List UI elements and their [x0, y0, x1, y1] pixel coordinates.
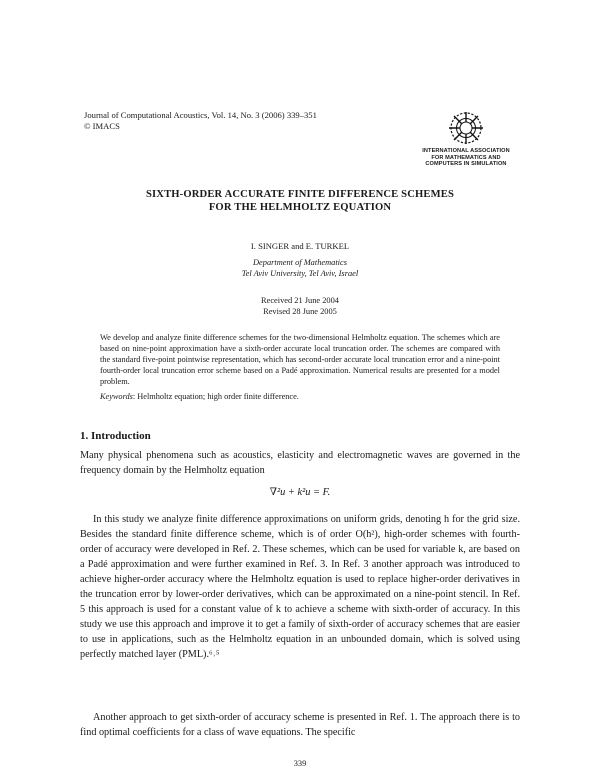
affiliation: [80, 257, 520, 279]
university: Tel Aviv University, Tel Aviv, Israel: [241, 269, 359, 278]
submission-dates: [80, 295, 520, 317]
paper-title: SIXTH-ORDER ACCURATE FINITE DIFFERENCE SCHEMES FOR THE HELMHOLTZ EQUATION: [145, 189, 455, 213]
authors: I. SINGER and E. TURKEL: [250, 241, 350, 251]
paragraph-2: In this study we analyze finite difference approximations on uniform grids, denoting h for the grid size. Besides the standard finite difference scheme, which is of order O(h²), high-order schemes with fourth-order of accuracy were developed in Ref. 2. These schemes, which can be used for variable k, are based on a Padé approximation and were further examined in Ref. 3. In Ref. 3 another approach was introduced to achieve higher-order accuracy where the Helmholtz equation is used to replace higher-order derivatives in the truncation error by lower-order derivatives, which can be approximated on a nine-point stencil. In Ref. 5 this approach is used for a constant value of k to achieve a scheme with sixth-order of accuracy. In this study we use this approach and improve it to get a family of sixth-order of accuracy schemes that are easier to use in applications, such as the Helmholtz equation in an unbounded domain, which is solved using perfectly matched layer (PML).⁶˒⁵: [80, 514, 520, 660]
imacs-logo: [410, 110, 522, 168]
section-heading: 1. Introduction: [80, 430, 151, 442]
page-number: 339: [293, 759, 307, 768]
journal-citation: Journal of Computational Acoustics, Vol. 14, No. 3 (2006) 339–351: [84, 110, 317, 120]
keywords: [100, 392, 500, 401]
journal-copyright: © IMACS: [84, 121, 120, 131]
journal-header: [84, 110, 317, 132]
department: Department of Mathematics: [253, 258, 347, 267]
keywords-text: : Helmholtz equation; high order finite difference.: [132, 392, 299, 401]
keywords-label: Keywords: [100, 392, 133, 401]
paragraph-3: Another approach to get sixth-order of accuracy scheme is presented in Ref. 1. The approach there is to find optimal coefficients for a class of wave equations. The specific: [80, 712, 520, 738]
helmholtz-equation: ∇²u + k²u = F.: [269, 487, 331, 498]
revised-date: Revised 28 June 2005: [263, 307, 337, 316]
paragraph-1: Many physical phenomena such as acoustics, elasticity and electromagnetic waves are governed in the frequency domain by the Helmholtz equation: [80, 450, 520, 476]
received-date: Received 21 June 2004: [261, 296, 339, 305]
abstract: We develop and analyze finite difference schemes for the two-dimensional Helmholtz equation. The schemes which are based on nine-point approximation have a sixth-order accurate local truncation order. The schemes are compared with the standard five-point pointwise representation, which has second-order accurate local truncation error and a nine-point fourth-order local truncation error scheme based on a Padé approximation. Numerical results are presented for a model problem.: [100, 333, 500, 386]
logo-text: INTERNATIONAL ASSOCIATION FOR MATHEMATICS AND COMPUTERS IN SIMULATION: [422, 148, 510, 168]
imacs-emblem-icon: [440, 110, 492, 146]
